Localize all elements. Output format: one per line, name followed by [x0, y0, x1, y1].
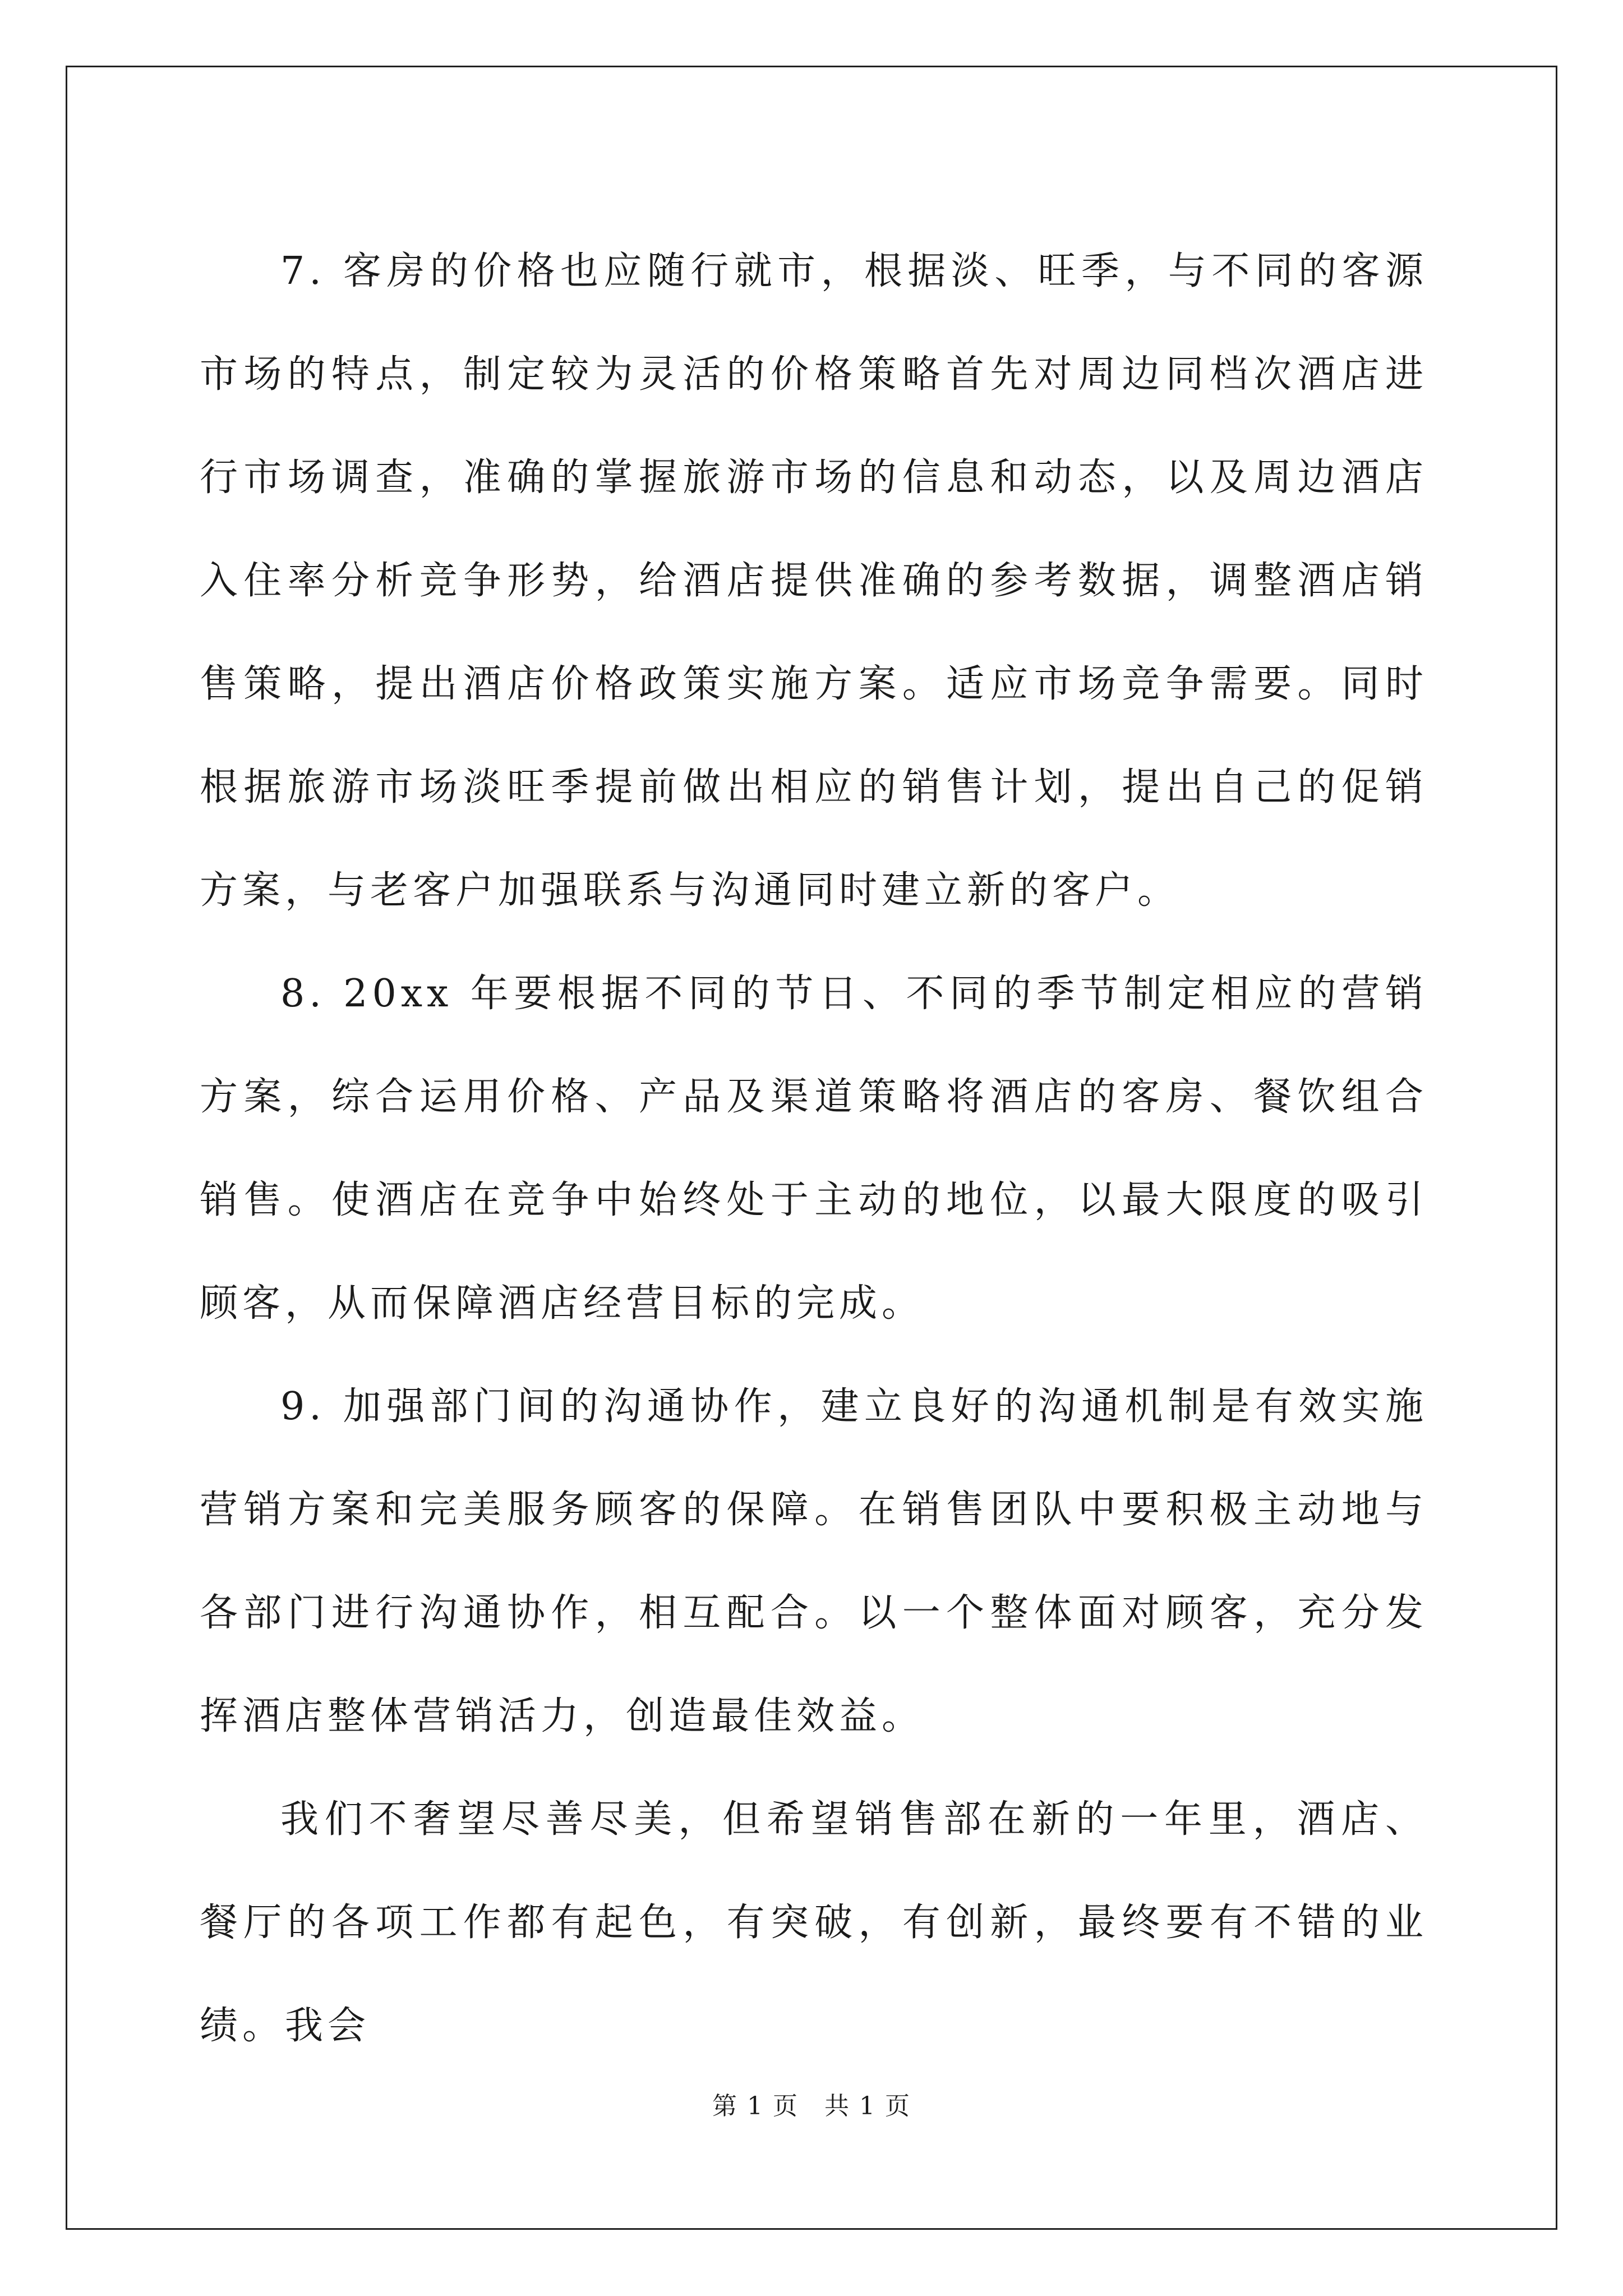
document-body: [200, 220, 1428, 2078]
page-footer: 第 1 页 共 1 页: [712, 2092, 911, 2120]
paragraph-item-8: 8. 20xx 年要根据不同的节日、不同的季节制定相应的营销方案，综合运用价格、产品及渠道策略将酒店的客房、餐饮组合销售。使酒店在竞争中始终处于主动的地位，以最大限度的吸引顾客，从而保障酒店经营目标的完成。: [200, 972, 1428, 1326]
paragraph-item-7: 7. 客房的价格也应随行就市，根据淡、旺季，与不同的客源市场的特点，制定较为灵活的价格策略首先对周边同档次酒店进行市场调查，准确的掌握旅游市场的信息和动态，以及周边酒店入住率分析竞争形势，给酒店提供准确的参考数据，调整酒店销售策略，提出酒店价格政策实施方案。适应市场竞争需要。同时根据旅游市场淡旺季提前做出相应的销售计划，提出自己的促销方案，与老客户加强联系与沟通同时建立新的客户。: [200, 249, 1428, 913]
paragraph-closing: 我们不奢望尽善尽美，但希望销售部在新的一年里，酒店、餐厅的各项工作都有起色，有突破，有创新，最终要有不错的业绩。我会: [200, 1797, 1428, 2048]
paragraph-item-9: 9. 加强部门间的沟通协作，建立良好的沟通机制是有效实施营销方案和完美服务顾客的保障。在销售团队中要积极主动地与各部门进行沟通协作，相互配合。以一个整体面对顾客，充分发挥酒店整体营销活力，创造最佳效益。: [200, 1384, 1428, 1738]
